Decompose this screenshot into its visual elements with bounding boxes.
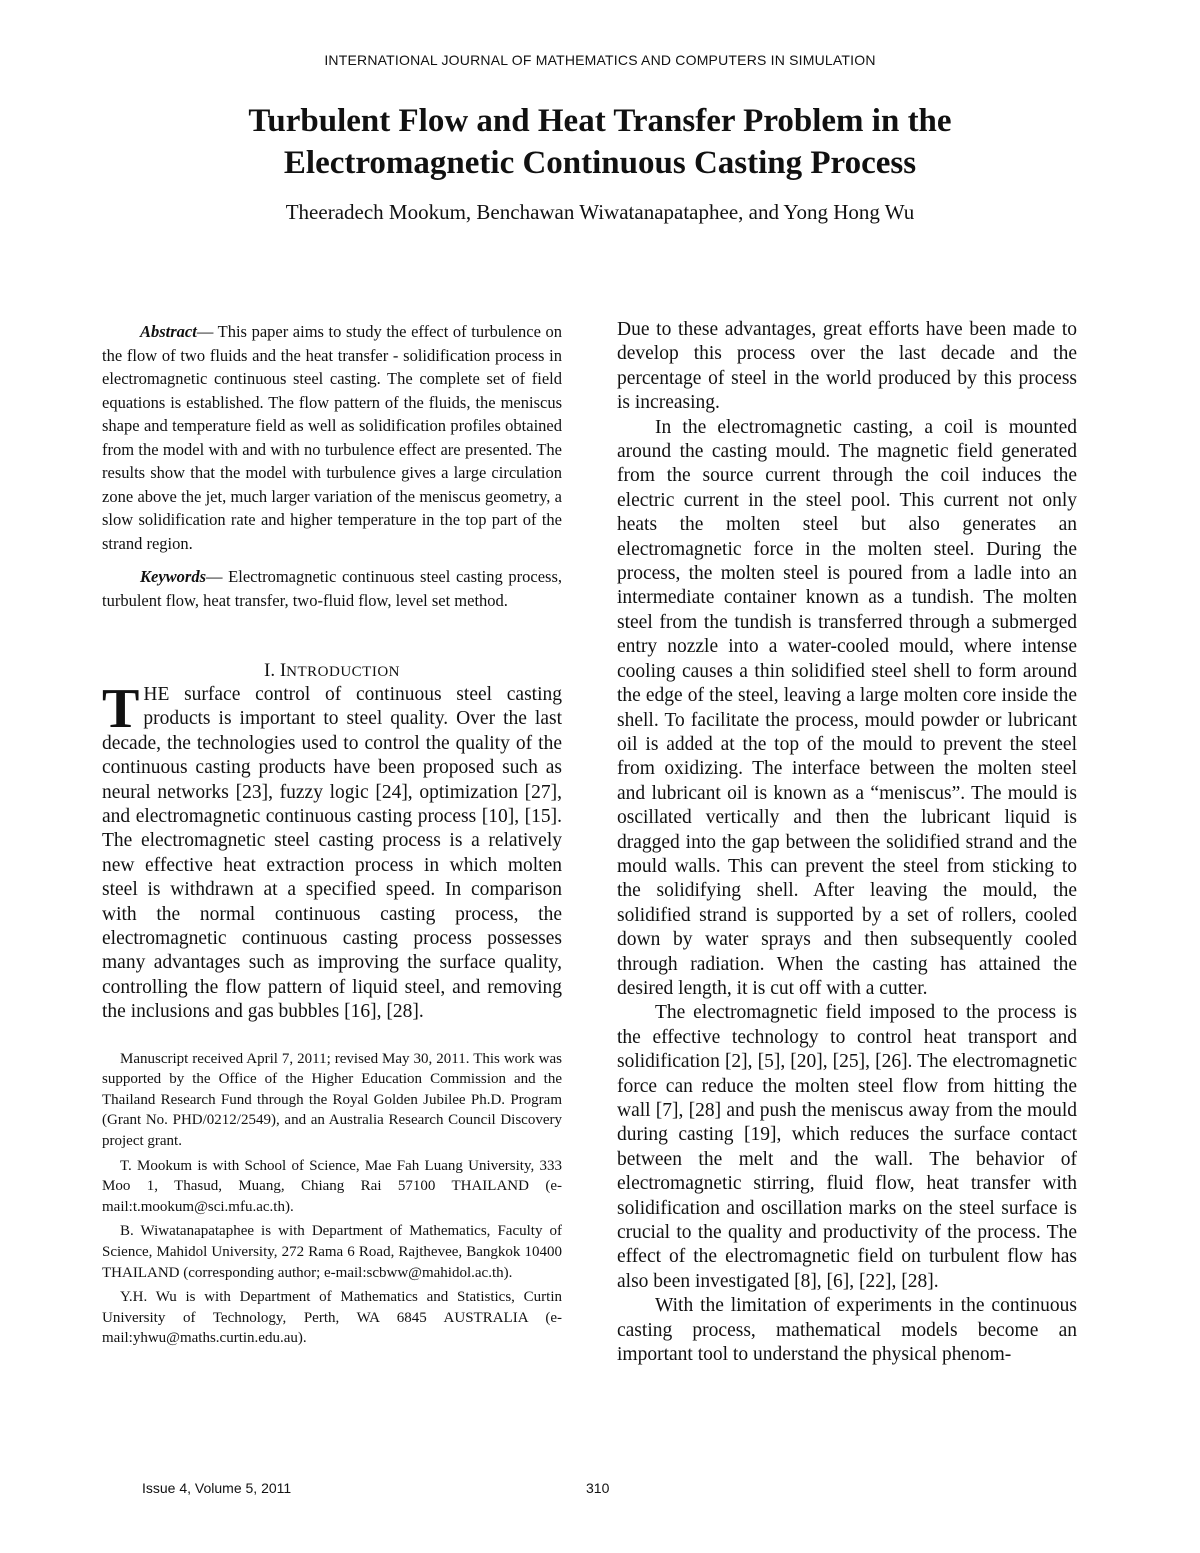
- footnote-author-wiwatanapataphee: B. Wiwatanapataphee is with Department of Mathematics, Faculty of Science, Mahidol University, 272 Rama 6 Road, Rajthevee, Bangkok 10400 THAILAND (corresponding author; e-mail:scbww@mahidol.ac.th).: [102, 1223, 562, 1281]
- right-column: [617, 318, 1077, 1367]
- footnote-author-wu: Y.H. Wu is with Department of Mathematics and Statistics, Curtin University of Technology, Perth, WA 6845 AUSTRALIA (e-mail:yhwu@maths.curtin.edu.au).: [102, 1289, 562, 1347]
- footnote-author-mookum: T. Mookum is with School of Science, Mae Fah Luang University, 333 Moo 1, Thasud, Muang, Chiang Rai 57100 THAILAND (e-mail:t.mookum@sci.mfu.ac.th).: [102, 1157, 562, 1215]
- abstract-dash: —: [196, 322, 214, 341]
- paper-title-line-2: Electromagnetic Continuous Casting Process: [283, 145, 917, 181]
- journal-header: INTERNATIONAL JOURNAL OF MATHEMATICS AND COMPUTERS IN SIMULATION: [324, 52, 876, 68]
- section-title-rest: NTRODUCTION: [286, 664, 400, 680]
- body-paragraph: In the electromagnetic casting, a coil is mounted around the casting mould. The magnetic field generated from the source current through the coil induces the electric current in the steel pool. This current not only heats the molten steel but also generates an electromagnetic force in the molten steel. During the process, the molten steel is poured from a ladle into an intermediate container known as a tundish. The molten steel from the tundish is transferred through a submerged entry nozzle into a water-cooled mould, where intense cooling causes a thin solidified steel shell to form around the edge of the steel, leaving a large molten core inside the shell. To facilitate the process, mould powder or lubricant oil is added at the top of the mould to prevent the steel from oxidizing. The interface between the molten steel and lubricant oil is known as a “meniscus”. The mould is oscillated vertically and then the lubricant liquid is dragged into the gap between the solidified strand and the mould walls. This can prevent the steel from sticking to the solidifying shell. After leaving the mould, the solidified strand is supported by a set of rollers, cooled down by water sprays and then subsequently cooled through radiation. When the casting has attained the desired length, it is cut off with a cutter.: [617, 416, 1077, 999]
- keywords-label: Keywords: [140, 567, 206, 586]
- footnote-manuscript: Manuscript received April 7, 2011; revised May 30, 2011. This work was supported by the Office of the Higher Education Commission and the Thailand Research Fund through the Royal Golden Jubilee Ph.D. Program (Grant No. PHD/0212/2549), and an Australia Research Council Discovery project grant.: [102, 1050, 562, 1150]
- body-paragraph: The electromagnetic field imposed to the process is the effective technology to control heat transport and solidification [2], [5], [20], [25], [26]. The electromagnetic force can reduce the molten steel flow from hitting the wall [7], [28] and push the meniscus away from the mould during casting [19], which reduces the surface contact between the melt and the wall. The behavior of electromagnetic stirring, fluid flow, heat transfer with solidification and oscillation marks on the steel surface is crucial to the quality and productivity of the process. The effect of the electromagnetic field on turbulent flow has also been investigated [8], [6], [22], [28].: [617, 1002, 1077, 1292]
- keywords-dash: —: [206, 567, 223, 586]
- drop-cap: T: [102, 678, 140, 740]
- introduction-text: HE surface control of continuous steel casting products is important to steel quality. Over the last decade, the technologies used to control the quality of the continuous casting products have been proposed such as neural networks [23], fuzzy logic [24], optimization [27], and electromagnetic continuous casting process [10], [15]. The electromagnetic steel casting process is a relatively new effective heat extraction process in which molten steel is withdrawn at a specified speed. In comparison with the normal continuous casting process, the electromagnetic continuous casting process possesses many advantages such as improving the surface quality, controlling the flow pattern of liquid steel, and removing the inclusions and gas bubbles [16], [28].: [102, 684, 562, 1023]
- abstract-text: This paper aims to study the effect of turbulence on the flow of two fluids and the heat transfer - solidification process in electromagnetic continuous steel casting. The complete set of field equations is established. The flow pattern of the fluids, the meniscus shape and temperature field as well as solidification profiles obtained from the model with and with no turbulence effect are presented. The results show that the model with turbulence gives a large circulation zone above the jet, much larger variation of the meniscus geometry, a slow solidification rate and higher temperature in the top part of the strand region.: [102, 322, 562, 553]
- author-list: Theeradech Mookum, Benchawan Wiwatanapataphee, and Yong Hong Wu: [285, 200, 915, 224]
- page-number: 310: [586, 1480, 610, 1496]
- body-paragraph: Due to these advantages, great efforts have been made to develop this process over the last decade and the percentage of steel in the world produced by this process is increasing.: [617, 319, 1077, 414]
- abstract: [102, 320, 562, 555]
- paper-title-line-1: Turbulent Flow and Heat Transfer Problem in the: [248, 103, 952, 139]
- abstract-label: Abstract: [140, 322, 197, 341]
- left-column: [102, 318, 562, 1353]
- introduction-paragraph-1: [102, 678, 562, 1025]
- footer-issue: Issue 4, Volume 5, 2011: [142, 1480, 292, 1496]
- footnotes: [102, 1049, 562, 1349]
- paper-title: [150, 100, 1050, 184]
- section-numeral: I. I: [264, 660, 287, 681]
- body-paragraph: With the limitation of experiments in the continuous casting process, mathematical models become an important tool to understand the physical phenom-: [617, 1295, 1077, 1366]
- keywords-text: Electromagnetic continuous steel casting process, turbulent flow, heat transfer, two-fluid flow, level set method.: [102, 567, 562, 610]
- section-heading-introduction: [102, 660, 562, 683]
- keywords: [102, 565, 562, 612]
